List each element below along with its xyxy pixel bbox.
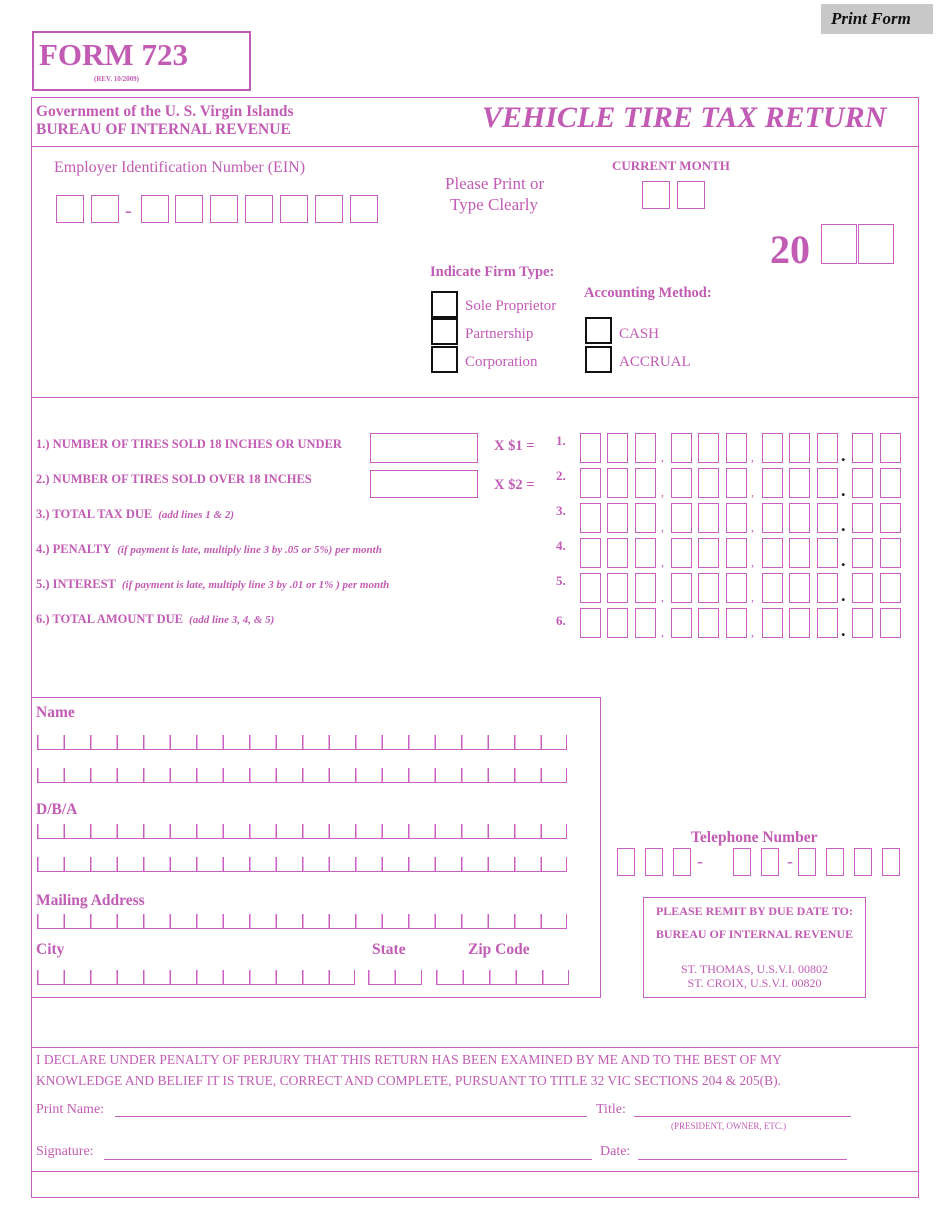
amount-digit-box[interactable] [698, 468, 719, 498]
accrual-label: ACCRUAL [619, 354, 691, 370]
cash-checkbox[interactable] [585, 317, 612, 344]
amount-digit-box[interactable] [635, 538, 656, 568]
partnership-label: Partnership [465, 326, 534, 342]
line-label-text: 3.) TOTAL TAX DUE [36, 507, 153, 521]
dba-line-2[interactable] [37, 857, 567, 872]
ein-digit-box[interactable] [91, 195, 119, 223]
signature-field[interactable] [104, 1159, 592, 1160]
line-number: 4. [556, 538, 566, 553]
phone-digit-box[interactable] [798, 848, 816, 876]
phone-digit-box[interactable] [854, 848, 872, 876]
amount-digit-box[interactable] [635, 468, 656, 498]
amount-digit-box[interactable] [789, 573, 810, 603]
amount-comma: , [751, 625, 754, 639]
amount-digit-box[interactable] [762, 503, 783, 533]
zip-line[interactable] [436, 970, 569, 985]
amount-digit-box[interactable] [789, 608, 810, 638]
corporation-label: Corporation [465, 354, 538, 370]
line-number: 3. [556, 503, 566, 518]
amount-digit-box[interactable] [671, 538, 692, 568]
line-note: (if payment is late, multiply line 3 by .01 or 1% ) per month [121, 579, 390, 591]
divider-header [31, 146, 919, 147]
year-box-1[interactable] [821, 224, 857, 264]
amount-digit-box[interactable] [762, 538, 783, 568]
city-line[interactable] [37, 970, 355, 985]
accrual-checkbox[interactable] [585, 346, 612, 373]
amount-digit-box[interactable] [852, 538, 873, 568]
ein-dash: - [125, 200, 132, 222]
amount-digit-box[interactable] [607, 433, 628, 463]
amount-comma: , [661, 450, 664, 464]
phone-digit-box[interactable] [826, 848, 844, 876]
amount-comma: , [751, 450, 754, 464]
form-number: FORM 723 [39, 37, 188, 72]
line-note: (if payment is late, multiply line 3 by .05 or 5%) per month [117, 544, 382, 556]
amount-digit-box[interactable] [671, 608, 692, 638]
state-line[interactable] [368, 970, 422, 985]
divider-declaration [31, 1047, 919, 1048]
amount-digit-box[interactable] [607, 573, 628, 603]
amount-digit-box[interactable] [671, 468, 692, 498]
amount-digit-box[interactable] [698, 433, 719, 463]
line-label-text: 2.) NUMBER OF TIRES SOLD OVER 18 INCHES [36, 472, 312, 486]
month-box-1[interactable] [642, 181, 670, 209]
amount-digit-box[interactable] [789, 538, 810, 568]
form-revision: (REV. 10/2009) [94, 75, 139, 83]
amount-digit-box[interactable] [880, 608, 901, 638]
amount-digit-box[interactable] [635, 608, 656, 638]
amount-digit-box[interactable] [817, 503, 838, 533]
name-label: Name [36, 704, 75, 721]
amount-digit-box[interactable] [607, 538, 628, 568]
amount-comma: , [661, 485, 664, 499]
gov-name: Government of the U. S. Virgin Islands [36, 103, 294, 120]
line-label-text: 4.) PENALTY [36, 542, 112, 556]
title-note: (PRESIDENT, OWNER, ETC.) [671, 1121, 787, 1131]
line-number: 1. [556, 433, 566, 448]
amount-digit-box[interactable] [789, 503, 810, 533]
ein-label: Employer Identification Number (EIN) [54, 159, 306, 176]
phone-dash-2: - [787, 851, 793, 871]
multiplier-1: X $1 = [494, 438, 535, 454]
phone-digit-box[interactable] [761, 848, 779, 876]
city-label: City [36, 941, 65, 958]
amount-digit-box[interactable] [635, 433, 656, 463]
signature-label: Signature: [36, 1144, 94, 1159]
amount-digit-box[interactable] [880, 538, 901, 568]
date-label: Date: [600, 1144, 631, 1159]
amount-comma: , [751, 485, 754, 499]
dba-line-1[interactable] [37, 824, 567, 839]
amount-digit-box[interactable] [852, 433, 873, 463]
tires-under-18-input[interactable] [370, 433, 478, 463]
line-label-text: 6.) TOTAL AMOUNT DUE [36, 612, 184, 626]
print-name-field[interactable] [115, 1116, 587, 1117]
partnership-checkbox[interactable] [431, 318, 458, 345]
cash-label: CASH [619, 326, 660, 342]
amount-digit-box[interactable] [698, 573, 719, 603]
line-label [36, 437, 348, 452]
year-box-2[interactable] [858, 224, 894, 264]
line-number: 6. [556, 613, 566, 628]
amount-digit-box[interactable] [762, 608, 783, 638]
title-label: Title: [596, 1102, 626, 1117]
line-number: 5. [556, 573, 566, 588]
amount-comma: , [751, 590, 754, 604]
phone-digit-box[interactable] [882, 848, 900, 876]
declaration-line-2: KNOWLEDGE AND BELIEF IT IS TRUE, CORRECT AND COMPLETE, PURSUANT TO TITLE 32 VIC SECTIONS 204 & 205(B). [36, 1073, 782, 1088]
amount-decimal: . [841, 585, 846, 605]
amount-digit-box[interactable] [817, 573, 838, 603]
amount-digit-box[interactable] [580, 538, 601, 568]
line-label [36, 542, 382, 557]
name-line-2[interactable] [37, 768, 567, 783]
amount-digit-box[interactable] [580, 608, 601, 638]
accounting-label: Accounting Method: [584, 285, 712, 301]
firm-type-label: Indicate Firm Type: [430, 264, 555, 280]
telephone-label: Telephone Number [691, 829, 818, 846]
amount-digit-box[interactable] [762, 468, 783, 498]
amount-comma: , [751, 555, 754, 569]
amount-digit-box[interactable] [671, 503, 692, 533]
ein-digit-box[interactable] [280, 195, 308, 223]
ein-digit-box[interactable] [175, 195, 203, 223]
ein-digit-box[interactable] [141, 195, 169, 223]
line-label-text: 1.) NUMBER OF TIRES SOLD 18 INCHES OR UNDER [36, 437, 342, 451]
amount-digit-box[interactable] [607, 503, 628, 533]
print-name-label: Print Name: [36, 1102, 105, 1117]
remit-line-4: ST. CROIX, U.S.V.I. 00820 [687, 976, 822, 990]
amount-comma: , [661, 520, 664, 534]
amount-digit-box[interactable] [852, 573, 873, 603]
amount-digit-box[interactable] [580, 433, 601, 463]
amount-comma: , [661, 625, 664, 639]
phone-digit-box[interactable] [617, 848, 635, 876]
ein-digit-box[interactable] [315, 195, 343, 223]
amount-decimal: . [841, 445, 846, 465]
amount-digit-box[interactable] [698, 608, 719, 638]
mailing-line[interactable] [37, 914, 567, 929]
amount-decimal: . [841, 515, 846, 535]
print-form-button[interactable] [821, 4, 933, 34]
line-label-text: 5.) INTEREST [36, 577, 116, 591]
phone-dash-1: - [697, 851, 703, 871]
date-field[interactable] [638, 1159, 847, 1160]
dba-label: D/B/A [36, 801, 78, 818]
line-number: 2. [556, 468, 566, 483]
amount-digit-box[interactable] [880, 468, 901, 498]
amount-decimal: . [841, 550, 846, 570]
form-title: VEHICLE TIRE TAX RETURN [482, 101, 887, 134]
corporation-checkbox[interactable] [431, 346, 458, 373]
remit-line-3: ST. THOMAS, U.S.V.I. 00802 [680, 962, 829, 976]
amount-digit-box[interactable] [880, 503, 901, 533]
line-label [36, 612, 274, 627]
amount-digit-box[interactable] [580, 468, 601, 498]
remit-line-1: PLEASE REMIT BY DUE DATE TO: [655, 904, 854, 918]
amount-digit-box[interactable] [698, 503, 719, 533]
state-label: State [372, 941, 406, 958]
amount-digit-box[interactable] [817, 433, 838, 463]
form-number-box [32, 31, 251, 91]
ein-digit-box[interactable] [56, 195, 84, 223]
amount-digit-box[interactable] [635, 503, 656, 533]
line-label [36, 472, 318, 487]
amount-digit-box[interactable] [852, 468, 873, 498]
current-month-label: CURRENT MONTH [612, 158, 730, 173]
ein-digit-box[interactable] [210, 195, 238, 223]
amount-digit-box[interactable] [726, 468, 747, 498]
phone-digit-box[interactable] [673, 848, 691, 876]
amount-digit-box[interactable] [880, 573, 901, 603]
phone-digit-box[interactable] [645, 848, 663, 876]
divider-top [31, 397, 919, 398]
ein-digit-box[interactable] [245, 195, 273, 223]
amount-digit-box[interactable] [607, 608, 628, 638]
amount-digit-box[interactable] [852, 608, 873, 638]
amount-digit-box[interactable] [726, 433, 747, 463]
amount-digit-box[interactable] [852, 503, 873, 533]
ein-digit-box[interactable] [350, 195, 378, 223]
amount-digit-box[interactable] [580, 503, 601, 533]
amount-digit-box[interactable] [762, 573, 783, 603]
amount-digit-box[interactable] [762, 433, 783, 463]
mailing-label: Mailing Address [36, 892, 145, 909]
month-box-2[interactable] [677, 181, 705, 209]
amount-digit-box[interactable] [607, 468, 628, 498]
remit-box [643, 897, 866, 998]
line-note: (add line 3, 4, & 5) [189, 614, 275, 626]
remit-line-2: BUREAU OF INTERNAL REVENUE [655, 927, 854, 941]
print-form-label: Print Form [831, 9, 911, 28]
line-label [36, 507, 234, 522]
year-prefix: 20 [770, 227, 810, 272]
amount-digit-box[interactable] [635, 573, 656, 603]
sole-proprietor-checkbox[interactable] [431, 291, 458, 318]
print-clearly-2: Type Clearly [450, 195, 539, 214]
title-field[interactable] [634, 1116, 851, 1117]
line-label [36, 577, 389, 592]
amount-comma: , [661, 555, 664, 569]
divider-bottom [31, 1171, 919, 1172]
amount-digit-box[interactable] [671, 433, 692, 463]
amount-comma: , [751, 520, 754, 534]
amount-digit-box[interactable] [671, 573, 692, 603]
line-note: (add lines 1 & 2) [158, 509, 235, 521]
amount-digit-box[interactable] [726, 538, 747, 568]
amount-digit-box[interactable] [698, 538, 719, 568]
zip-label: Zip Code [468, 941, 530, 958]
amount-digit-box[interactable] [817, 538, 838, 568]
declaration-line-1: I DECLARE UNDER PENALTY OF PERJURY THAT THIS RETURN HAS BEEN EXAMINED BY ME AND TO THE BEST OF MY [36, 1052, 782, 1067]
amount-digit-box[interactable] [789, 468, 810, 498]
phone-digit-box[interactable] [733, 848, 751, 876]
amount-digit-box[interactable] [817, 608, 838, 638]
tires-over-18-input[interactable] [370, 470, 478, 498]
sole-proprietor-label: Sole Proprietor [465, 298, 557, 314]
amount-digit-box[interactable] [726, 573, 747, 603]
amount-decimal: . [841, 620, 846, 640]
amount-digit-box[interactable] [789, 433, 810, 463]
bureau-name: BUREAU OF INTERNAL REVENUE [36, 121, 291, 138]
amount-digit-box[interactable] [580, 573, 601, 603]
amount-decimal: . [841, 480, 846, 500]
print-clearly-1: Please Print or [445, 174, 545, 193]
amount-digit-box[interactable] [726, 608, 747, 638]
multiplier-2: X $2 = [494, 477, 535, 493]
amount-digit-box[interactable] [817, 468, 838, 498]
amount-digit-box[interactable] [726, 503, 747, 533]
amount-comma: , [661, 590, 664, 604]
amount-digit-box[interactable] [880, 433, 901, 463]
name-line-1[interactable] [37, 735, 567, 750]
